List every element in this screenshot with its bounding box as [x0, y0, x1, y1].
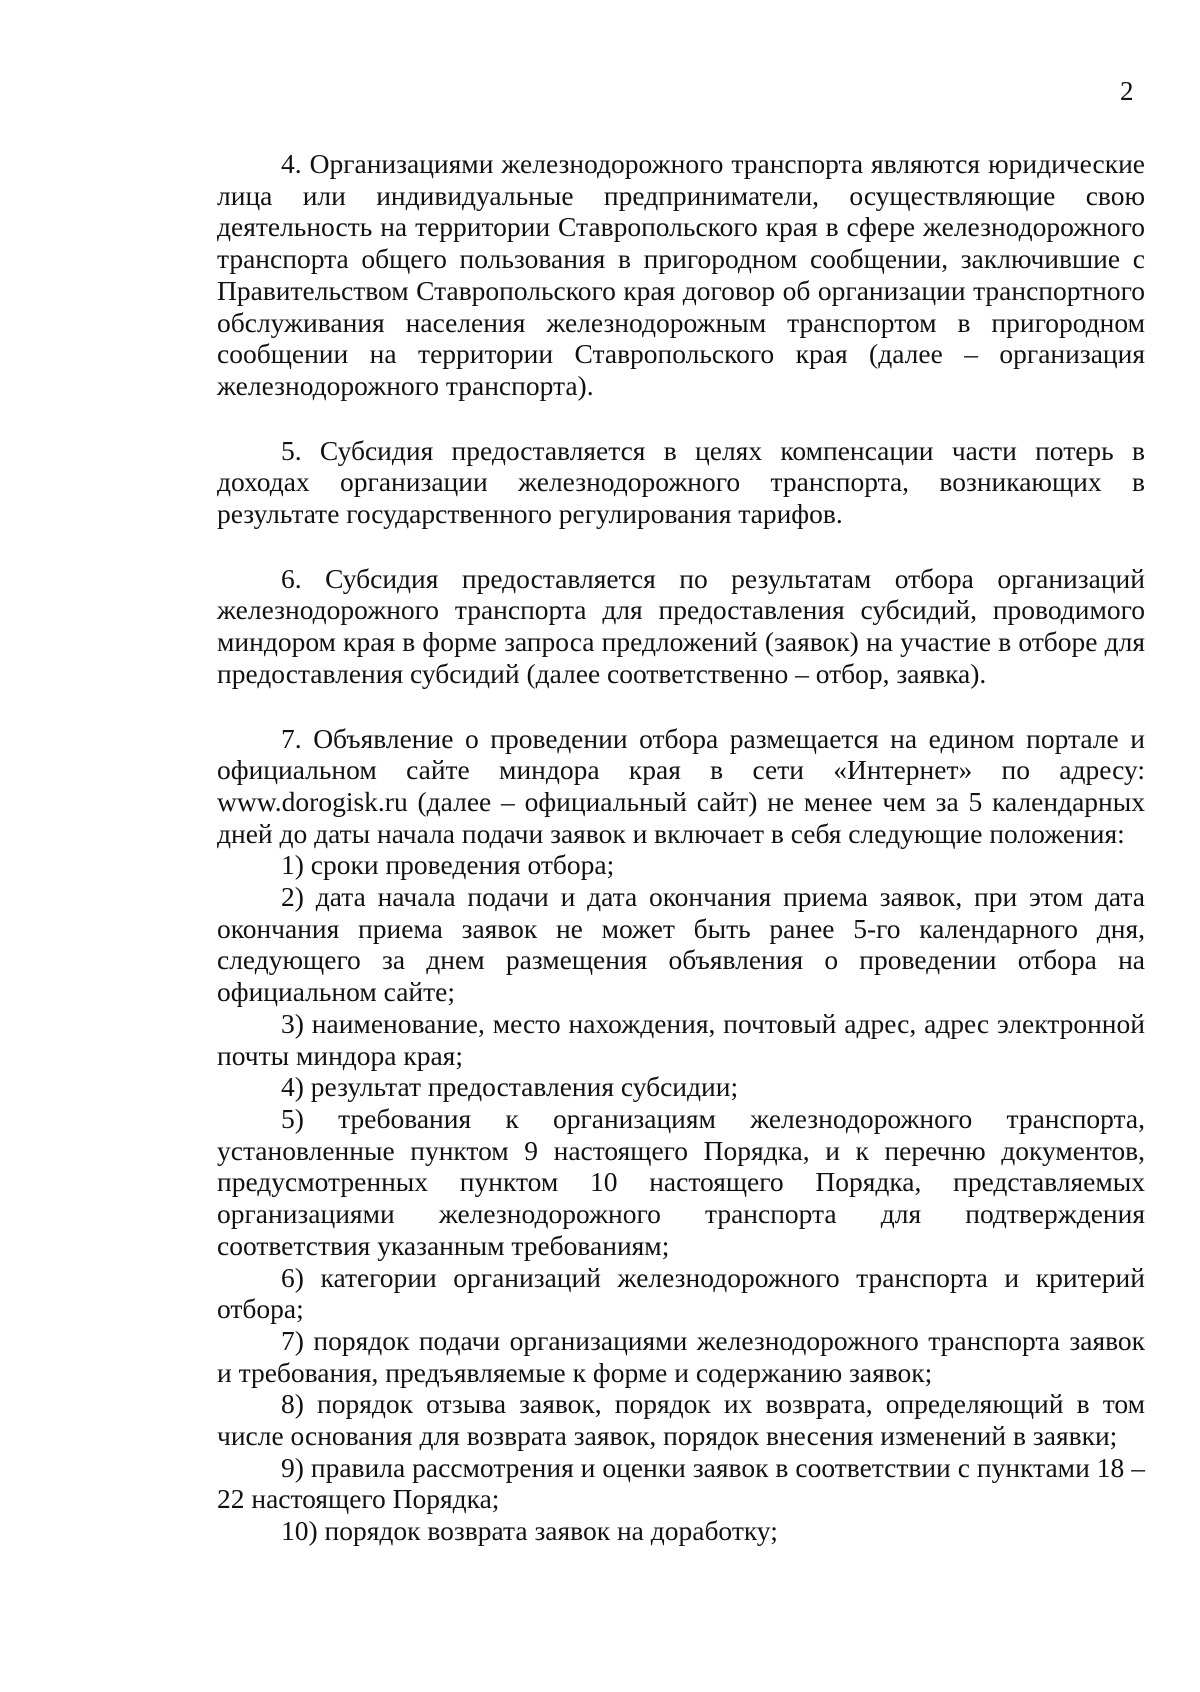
list-item-6: 6) категории организаций железнодорожного транспорта и критерий отбора; [217, 1261, 1145, 1325]
list-item-1: 1) сроки проведения отбора; [281, 849, 615, 881]
paragraph-gap [217, 690, 1145, 723]
list-item-3: 3) наименование, место нахождения, почтовый адрес, адрес электронной почты миндора края; [217, 1007, 1145, 1071]
list-item-10: 10) порядок возврата заявок на доработку; [281, 1515, 778, 1547]
list-item-2: 2) дата начала подачи и дата окончания приема заявок, при этом дата окончания приема заявок не может быть ранее 5-го календарного дня, следующего за днем размещения объявления о проведении отбора на официальном сайте; [217, 881, 1145, 1008]
list-item-7: 7) порядок подачи организациями железнодорожного транспорта заявок и требования, предъявляемые к форме и содержанию заявок; [217, 1324, 1145, 1388]
paragraph-5: 5. Субсидия предоставляется в целях компенсации части потерь в доходах организации железнодорожного транспорта, возникающих в результате государственного регулирования тарифов. [217, 434, 1145, 530]
list-item-4: 4) результат предоставления субсидии; [281, 1071, 739, 1103]
paragraph-6: 6. Субсидия предоставляется по результатам отбора организаций железнодорожного транспорта для предоставления субсидий, проводимого миндором края в форме запроса предложений (заявок) на участие в отборе для предоставления субсидий (далее соответственно – отбор, заявка). [217, 562, 1145, 689]
list-item-5: 5) требования к организациям железнодорожного транспорта, установленные пунктом 9 настоящего Порядка, и к перечню документов, предусмотренных пунктом 10 настоящего Порядка, представляемых организациями железнодорожного транспорта для подтверждения соответствия указанным требованиям; [217, 1102, 1145, 1261]
list-item-9: 9) правила рассмотрения и оценки заявок в соответствии с пунктами 18 – 22 настоящего Порядка; [217, 1451, 1145, 1515]
paragraph-4: 4. Организациями железнодорожного транспорта являются юридические лица или индивидуальные предприниматели, осуществляющие свою деятельность на территории Ставропольского края в сфере железнодорожного транспорта общего пользования в пригородном сообщении, заключившие с Правительством Ставропольского края договор об организации транспортного обслуживания населения железнодорожным транспортом в пригородном сообщении на территории Ставропольского края (далее – организация железнодорожного транспорта). [217, 148, 1145, 401]
paragraph-gap [217, 402, 1145, 435]
list-item-8: 8) порядок отзыва заявок, порядок их возврата, определяющий в том числе основания для возврата заявок, порядок внесения изменений в заявки; [217, 1388, 1145, 1452]
document-body [217, 148, 1145, 1547]
paragraph-gap [217, 530, 1145, 563]
paragraph-7: 7. Объявление о проведении отбора размещается на едином портале и официальном сайте миндора края в сети «Интернет» по адресу: www.dorogisk.ru (далее – официальный сайт) не менее чем за 5 календарных дней до даты начала подачи заявок и включает в себя следующие положения: [217, 722, 1145, 849]
page-number: 2 [1120, 76, 1134, 106]
